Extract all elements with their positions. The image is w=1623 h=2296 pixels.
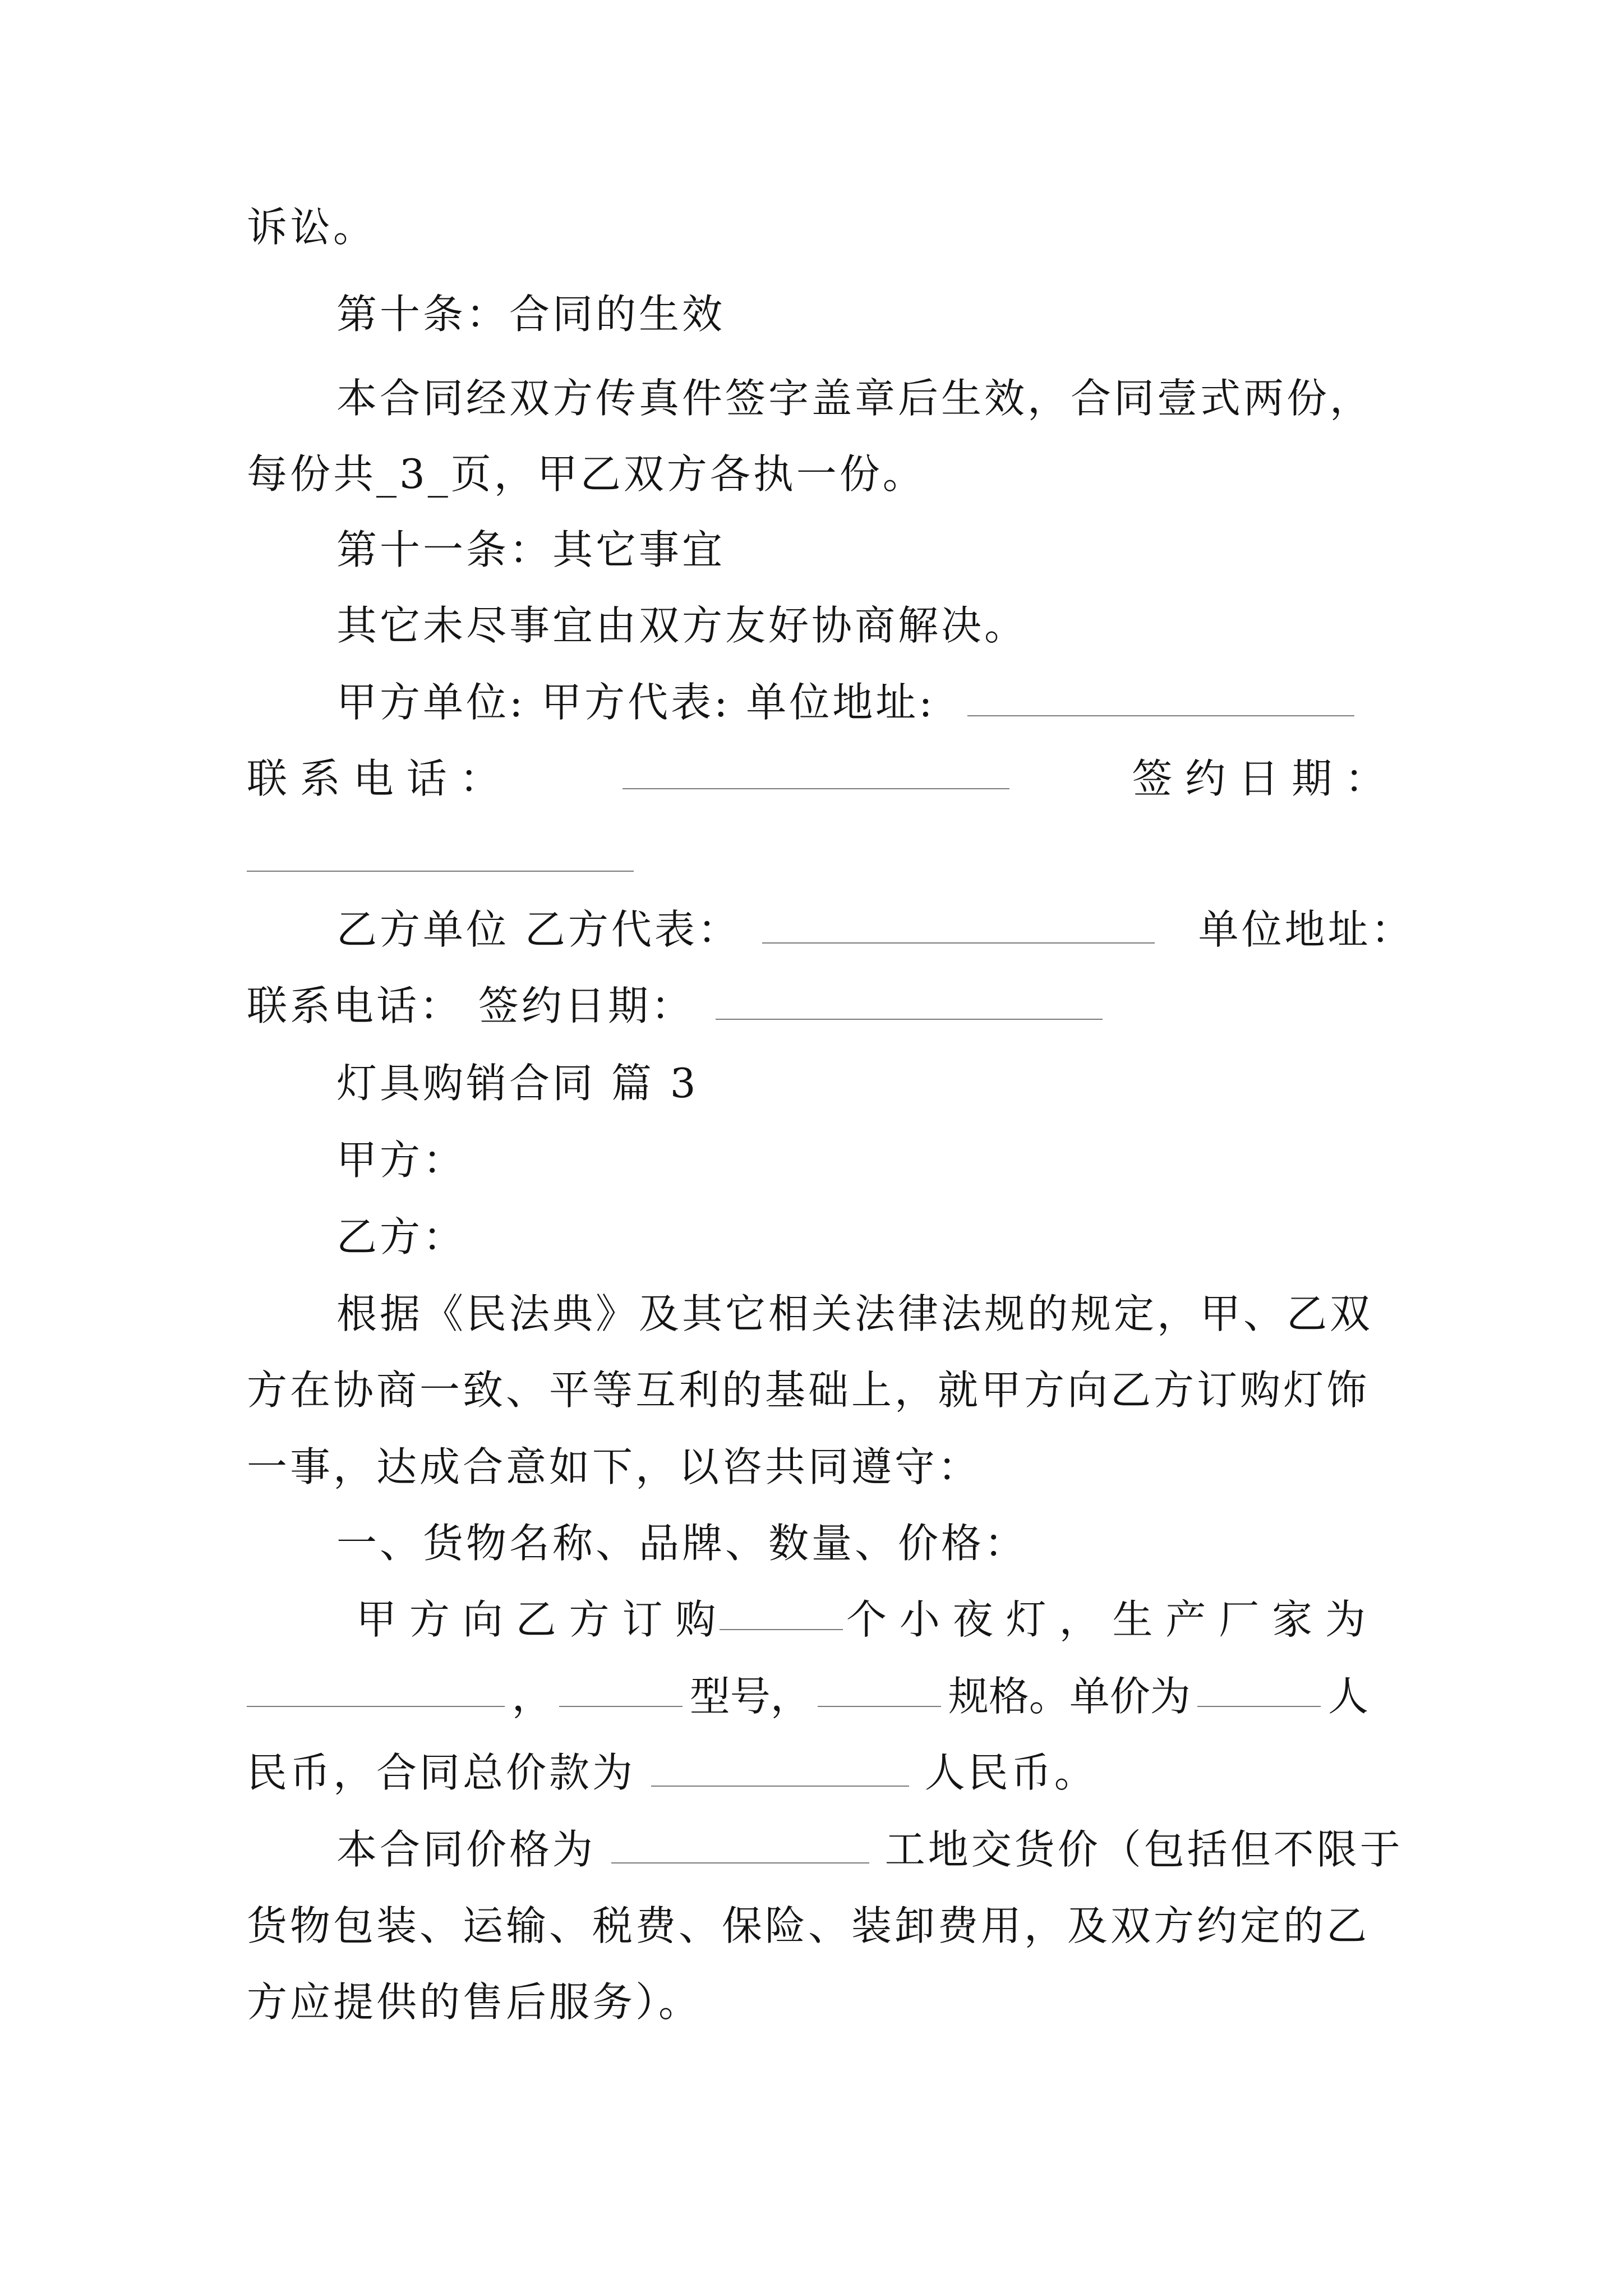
party-a-labels: 甲方单位: 甲方代表: 单位地址:: [336, 679, 935, 726]
order-text-b: 个 小 夜 灯 ， 生 产 厂 家 为: [846, 1596, 1366, 1643]
party-b-field: 乙方：: [336, 1213, 467, 1260]
party-b-labels: 乙方单位 乙方代表：: [336, 906, 741, 953]
total-price-line: [247, 1747, 1098, 1798]
unit-price-blank: [1197, 1671, 1321, 1707]
price-terms-text-b: 工地交货价（包括但不限于: [884, 1826, 1403, 1873]
sign-date-label: 签 约 日 期 ：: [1132, 755, 1385, 802]
spec-text-d: 人: [1327, 1673, 1368, 1720]
party-b-contact-line: [247, 981, 1103, 1031]
date-blank: [247, 871, 634, 872]
text-line: 每份共_3_页，甲乙双方各执一份。: [247, 450, 926, 498]
party-a-info-line: [336, 677, 1354, 728]
contract-title: 灯具购销合同 篇 3: [336, 1060, 699, 1107]
text-line: 方在协商一致、平等互利的基础上，就甲方向乙方订购灯饰: [247, 1366, 1370, 1414]
price-terms-line: [336, 1824, 1403, 1875]
section-heading: 一、货物名称、品牌、数量、价格：: [336, 1520, 1028, 1567]
quantity-blank: [720, 1594, 843, 1630]
section-heading: 第十条：合同的生效: [336, 291, 726, 338]
party-b-date-blank: [716, 984, 1103, 1020]
party-a-field: 甲方：: [336, 1137, 467, 1184]
total-text-a: 民币，合同总价款为: [247, 1749, 636, 1796]
text-line: 货物包装、运输、税费、保险、装卸费用，及双方约定的乙: [247, 1902, 1370, 1949]
text-line: 方应提供的售后服务）。: [247, 1978, 702, 2026]
manufacturer-blank: [247, 1671, 505, 1707]
model-blank: [559, 1671, 683, 1707]
text-line: 根据《民法典》及其它相关法律法规的规定，甲、乙双: [336, 1290, 1373, 1337]
price-terms-text-a: 本合同价格为: [336, 1826, 596, 1873]
delivery-blank: [611, 1828, 869, 1864]
spec-text-b: 型号，: [689, 1673, 811, 1720]
text-line: 诉讼。: [247, 204, 377, 251]
total-text-b: 人民币。: [924, 1749, 1098, 1796]
text-line: 本合同经双方传真件签字盖章后生效，合同壹式两份，: [336, 375, 1373, 422]
spec-blank: [818, 1671, 941, 1707]
order-text-a: 甲 方 向 乙 方 订 购: [356, 1596, 716, 1643]
spec-line: [247, 1671, 1368, 1722]
spec-text-c: 规格。单价为: [948, 1673, 1191, 1720]
contact-line: [247, 753, 1385, 804]
section-heading: 第十一条：其它事宜: [336, 526, 726, 573]
text-line: 一事，达成合意如下，以咨共同遵守：: [247, 1443, 981, 1490]
total-price-blank: [651, 1751, 909, 1787]
party-b-info-line: [336, 904, 1414, 955]
text-line: 其它未尽事宜由双方友好协商解决。: [336, 602, 1028, 649]
party-b-address-label: 单位地址：: [1198, 906, 1414, 953]
party-b-contact-labels: 联系电话： 签约日期：: [247, 982, 694, 1029]
address-blank: [967, 680, 1354, 716]
order-line: [356, 1594, 1366, 1645]
spec-text-a: ，: [511, 1673, 552, 1720]
party-b-rep-blank: [762, 908, 1155, 944]
phone-blank: [623, 753, 1009, 789]
contact-phone-label: 联 系 电 话 ：: [247, 755, 500, 802]
